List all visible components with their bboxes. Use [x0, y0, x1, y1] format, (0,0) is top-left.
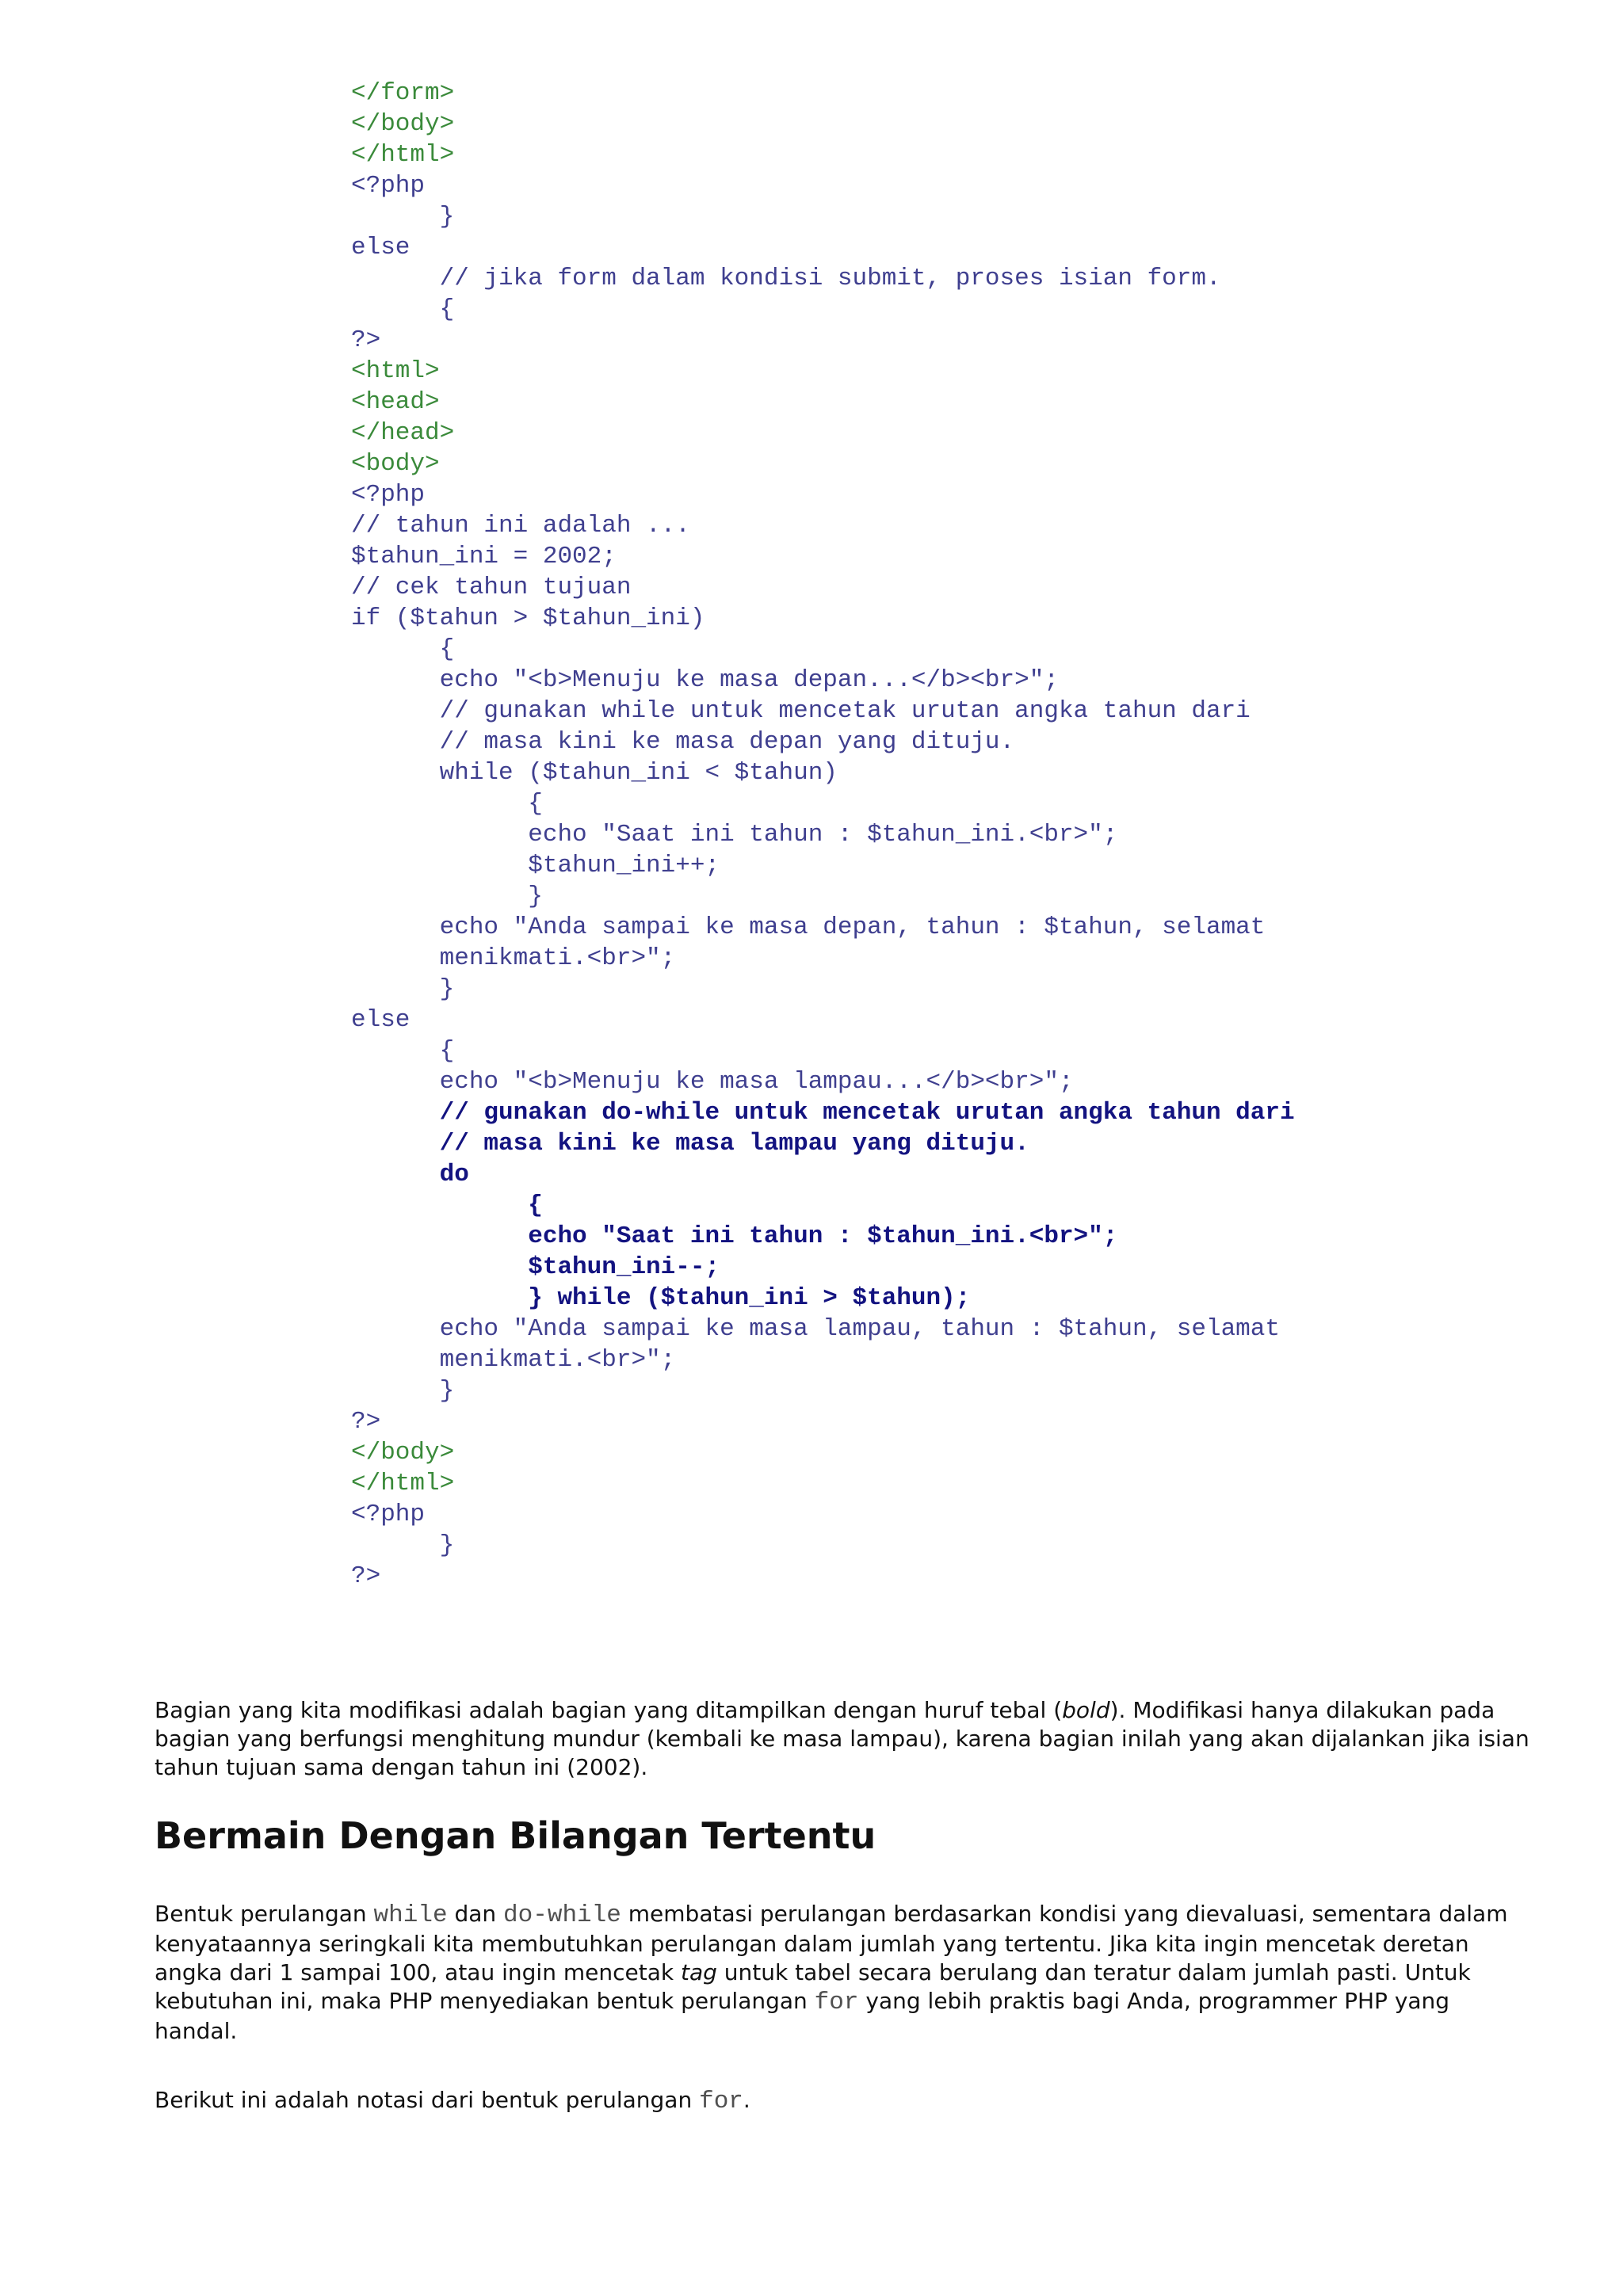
code-line: ?> — [351, 1562, 381, 1590]
code-line: } — [351, 883, 543, 910]
code-line: echo "<b>Menuju ke masa depan...</b><br>"; — [351, 666, 1059, 694]
p3-text-1: Berikut ini adalah notasi dari bentuk perulangan — [155, 2087, 700, 2113]
code-line: } — [351, 1377, 455, 1405]
p1-text-rest: ). Modifikasi hanya dilakukan pada bagian yang berfungsi menghitung mundur (kembali ke masa lampau), karena bagian inilah yang akan dijalankan jika isian tahun tujuan sama dengan tahun ini (2002). — [155, 1697, 1529, 1780]
code-line: menikmati.<br>"; — [351, 944, 676, 972]
code-line: </body> — [351, 1439, 455, 1466]
code-line: </form> — [351, 79, 455, 107]
code-line: { — [351, 1192, 543, 1219]
p1-text: Bagian yang kita modifikasi adalah bagian yang ditampilkan dengan huruf tebal ( — [155, 1697, 1063, 1723]
code-line: <html> — [351, 357, 440, 385]
code-line: while ($tahun_ini < $tahun) — [351, 759, 838, 787]
code-line: } — [351, 1531, 455, 1559]
code-line: </html> — [351, 1470, 455, 1497]
code-line: echo "Anda sampai ke masa depan, tahun : $tahun, selamat — [351, 913, 1266, 941]
code-line: { — [351, 635, 455, 663]
p2-text-5: yang lebih praktis bagi Anda, programmer PHP yang handal. — [155, 1988, 1450, 2044]
p2-code-do-while: do-while — [503, 1901, 621, 1929]
p3-text-2: . — [743, 2087, 750, 2113]
code-line: } — [351, 975, 455, 1003]
code-line: <?php — [351, 481, 426, 509]
code-listing — [351, 78, 1295, 1592]
p2-text-1: Bentuk perulangan — [155, 1901, 374, 1927]
code-line: echo "Anda sampai ke masa lampau, tahun : $tahun, selamat — [351, 1315, 1280, 1343]
code-line: echo "Saat ini tahun : $tahun_ini.<br>"; — [351, 1222, 1118, 1250]
code-line: else — [351, 234, 411, 261]
code-line: { — [351, 1037, 455, 1065]
code-line: <?php — [351, 172, 426, 200]
code-line: $tahun_ini--; — [351, 1253, 720, 1281]
code-line: // jika form dalam kondisi submit, proses isian form. — [351, 265, 1221, 292]
p2-italic-tag: tag — [680, 1959, 717, 1985]
code-line: else — [351, 1006, 411, 1034]
code-line: ?> — [351, 326, 381, 354]
code-line: <head> — [351, 388, 440, 416]
code-line: do — [351, 1161, 469, 1188]
p2-code-while: while — [373, 1901, 448, 1929]
code-line: ?> — [351, 1408, 381, 1436]
p2-text-3: membatasi perulangan berdasarkan kondisi yang dievaluasi, sementara dalam kenyataannya seringkali kita membutuhkan perulangan dalam jumlah yang tertentu. Jika kita ingin mencetak deretan angka dari 1 sampai 100, atau ingin mencetak — [155, 1901, 1508, 1985]
code-line: } while ($tahun_ini > $tahun); — [351, 1284, 971, 1312]
code-line: <body> — [351, 450, 440, 478]
paragraph-modification-note — [155, 1696, 1533, 1782]
p2-text-4: untuk tabel secara berulang dan teratur dalam jumlah pasti. Untuk kebutuhan ini, maka PHP menyediakan bentuk perulangan — [155, 1959, 1471, 2014]
code-line: echo "Saat ini tahun : $tahun_ini.<br>"; — [351, 821, 1118, 849]
code-line: { — [351, 296, 455, 323]
code-line: </head> — [351, 419, 455, 447]
code-line: { — [351, 790, 543, 818]
code-line: menikmati.<br>"; — [351, 1346, 676, 1374]
paragraph-for-intro — [155, 1900, 1533, 2046]
code-line: </html> — [351, 141, 455, 169]
code-line: // gunakan do-while untuk mencetak urutan angka tahun dari — [351, 1099, 1295, 1127]
paragraph-for-notation — [155, 2086, 1533, 2116]
p3-code-for: for — [699, 2088, 743, 2115]
code-line: $tahun_ini++; — [351, 852, 720, 879]
code-line: echo "<b>Menuju ke masa lampau...</b><br>"; — [351, 1068, 1074, 1096]
code-line: } — [351, 203, 455, 231]
section-heading: Bermain Dengan Bilangan Tertentu — [155, 1814, 876, 1857]
code-line: // tahun ini adalah ... — [351, 512, 690, 540]
code-line: // masa kini ke masa lampau yang dituju. — [351, 1130, 1029, 1158]
p2-code-for: for — [814, 1989, 859, 2016]
code-line: if ($tahun > $tahun_ini) — [351, 605, 705, 632]
code-line: </body> — [351, 110, 455, 138]
p1-italic-bold-word: bold — [1062, 1697, 1110, 1723]
code-line: $tahun_ini = 2002; — [351, 543, 617, 570]
code-line: // cek tahun tujuan — [351, 574, 632, 601]
p2-text-2: dan — [447, 1901, 504, 1927]
code-line: // gunakan while untuk mencetak urutan angka tahun dari — [351, 697, 1251, 725]
code-line: <?php — [351, 1501, 426, 1528]
code-line: // masa kini ke masa depan yang dituju. — [351, 728, 1015, 756]
